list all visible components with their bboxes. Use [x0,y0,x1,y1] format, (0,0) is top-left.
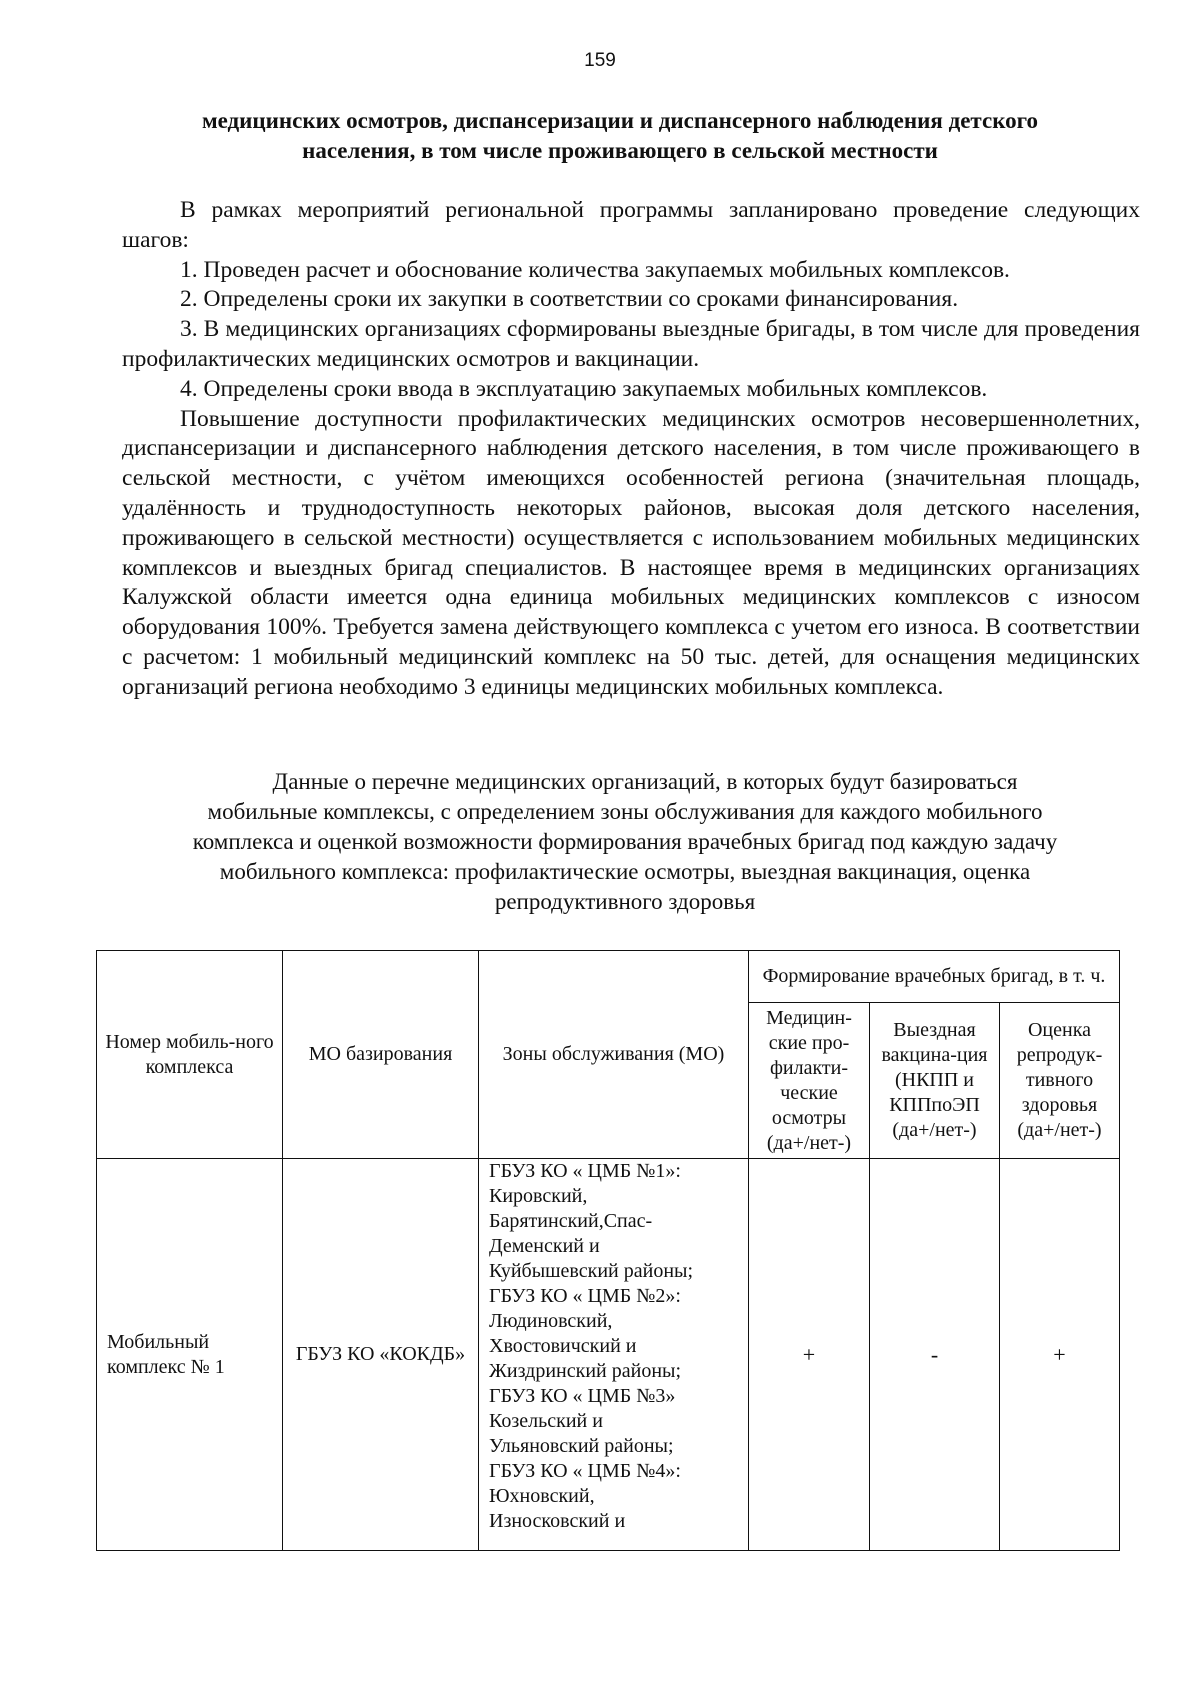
caption-line: мобильного комплекса: профилактические осмотры, выездная вакцинация, оценка [219,859,1031,884]
zone-line: Жиздринский районы; [489,1360,682,1382]
header-zones: Зоны обслуживания (МО) [479,951,749,1159]
caption-line: мобильные комплексы, с определением зоны обслуживания для каждого мобильного [207,799,1043,824]
table-header-row [97,951,1120,1003]
cell-vaccination: - [870,1159,1000,1551]
step-1: 1. Проведен расчет и обоснование количества закупаемых мобильных комплексов. [180,256,1010,283]
zone-line: ГБУЗ КО « ЦМБ №2»: [489,1285,681,1307]
header-reproductive: Оценка репродук-тивного здоровья (да+/нет-) [1000,1003,1120,1159]
caption-line: репродуктивного здоровья [494,889,756,914]
table-caption [130,767,1120,917]
cell-zones [479,1159,749,1551]
zone-line: Куйбышевский районы; [489,1260,694,1282]
header-brigades-group: Формирование врачебных бригад, в т. ч. [749,951,1120,1003]
zone-line: Ульяновский районы; [489,1435,674,1457]
header-base-mo: МО базирования [283,951,479,1159]
zone-line: Барятинский,Спас- [489,1210,653,1232]
header-checkups: Медицин-ские про-филакти-ческие осмотры (да+/нет-) [749,1003,870,1159]
intro-paragraph: В рамках мероприятий региональной программы запланировано проведение следующих шагов: [122,197,1140,253]
zone-line: Деменский и [489,1235,600,1257]
step-2: 2. Определены сроки их закупки в соответствии со сроками финансирования. [180,286,959,313]
heading-line: медицинских осмотров, диспансеризации и диспансерного наблюдения детского [201,108,1039,133]
cell-checkups: + [749,1159,870,1551]
header-number: Номер мобиль-ного комплекса [97,951,283,1159]
section-heading [130,106,1110,166]
caption-line: Данные о перечне медицинских организаций, в которых будут базироваться [272,769,1018,794]
cell-reproductive: + [1000,1159,1120,1551]
heading-line: населения, в том числе проживающего в сельской местности [302,138,938,163]
zone-line: Хвостовичский и [489,1335,637,1357]
zone-line: Износковский и [489,1510,626,1532]
mobile-complex-table [96,950,1120,1551]
body-text [122,196,1140,703]
header-vaccination: Выездная вакцина-ция (НКПП и КППпоЭП (да+/нет-) [870,1003,1000,1159]
caption-line: комплекса и оценкой возможности формирования врачебных бригад под каждую задачу [192,829,1058,854]
zone-line: Людиновский, [489,1310,613,1332]
zone-line: ГБУЗ КО « ЦМБ №4»: [489,1460,681,1482]
zone-line: ГБУЗ КО « ЦМБ №1»: [489,1160,681,1182]
zone-line: Юхновский, [489,1485,595,1507]
step-4: 4. Определены сроки ввода в эксплуатацию закупаемых мобильных комплексов. [180,375,988,402]
accessibility-paragraph: Повышение доступности профилактических медицинских осмотров несовершеннолетних, диспансеризации и диспансерного наблюдения детского населения, в том числе проживающего в сельской местности, с учётом имеющихся особенностей региона (значительная площадь, удалённость и труднодоступность некоторых районов, высокая доля детского населения, проживающего в сельской местности) осуществляется с использованием мобильных медицинских комплексов и выездных бригад специалистов. В настоящее время в медицинских организациях Калужской области имеется одна единица мобильных медицинских комплексов с износом оборудования 100%. Требуется замена действующего комплекса с учетом его износа. В соответствии с расчетом: 1 мобильный медицинский комплекс на 50 тыс. детей, для оснащения медицинских организаций региона необходимо 3 единицы медицинских мобильных комплекса. [122,405,1140,700]
cell-base-mo: ГБУЗ КО «КОКДБ» [283,1159,479,1551]
step-3: 3. В медицинских организациях сформированы выездные бригады, в том числе для проведения профилактических медицинских осмотров и вакцинации. [122,316,1140,372]
zone-line: ГБУЗ КО « ЦМБ №3» [489,1385,676,1407]
page-number: 159 [584,50,616,71]
zone-line: Козельский и [489,1410,603,1432]
table-row [97,1159,1120,1551]
zone-line: Кировский, [489,1185,588,1207]
cell-number: Мобильный комплекс № 1 [97,1159,283,1551]
